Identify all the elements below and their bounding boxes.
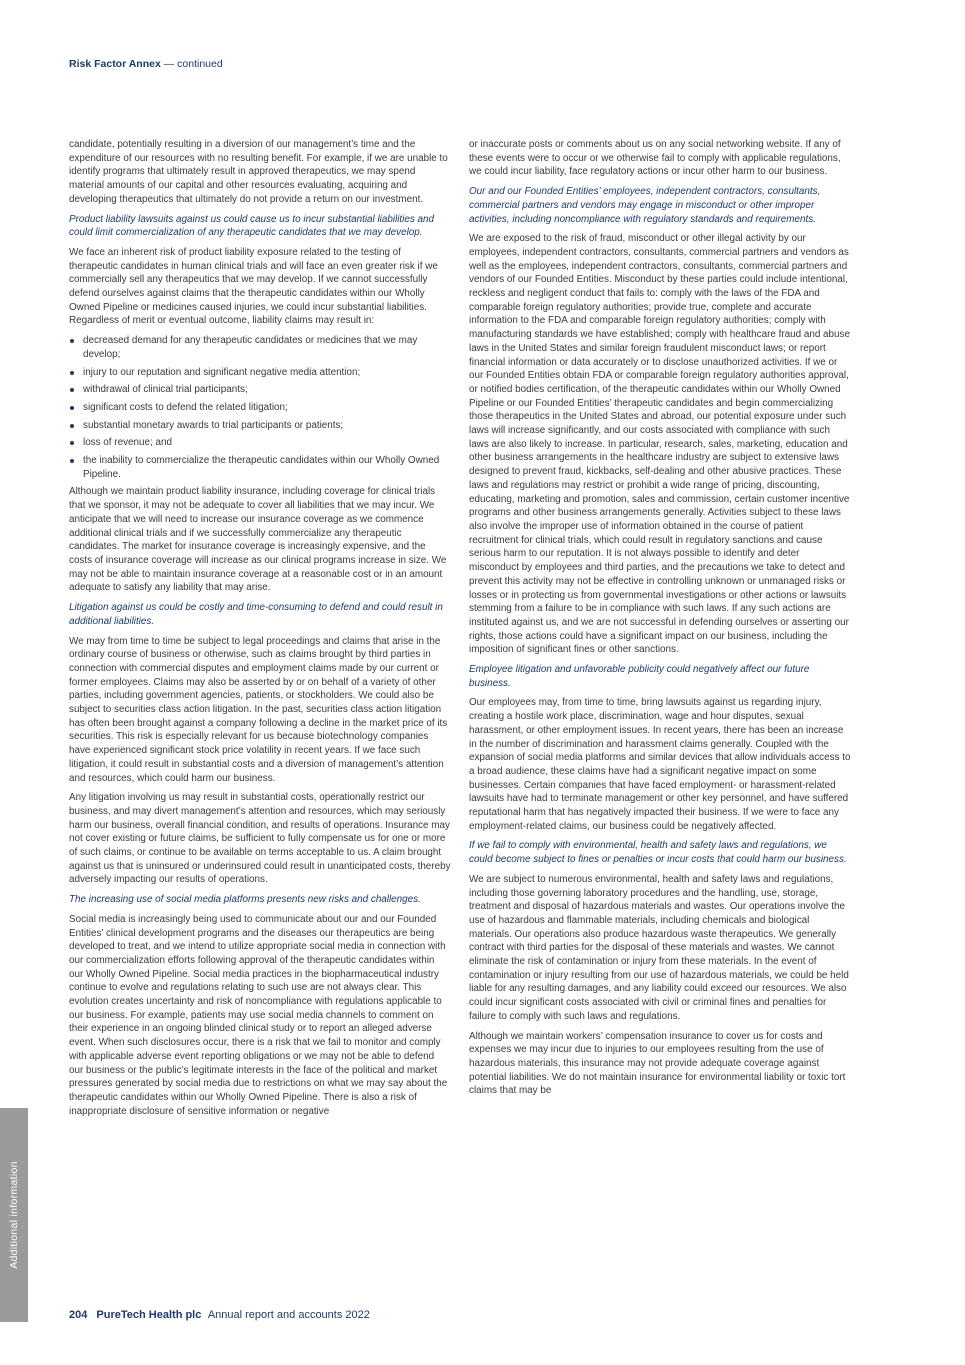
paragraph: Although we maintain product liability insurance, including coverage for clinical trials that we sponsor, it may not be adequate to cover all liabilities that we may incur. We anticipate that we will need to increase our insurance coverage as we commence additional clinical trials and if we successfully commercialize any therapeutic candidates. The market for insurance coverage is increasingly expensive, and the costs of insurance coverage will increase as our clinical programs increase in size. We may not be able to maintain insurance coverage at a reasonable cost or in an amount adequate to satisfy any liability that may arise. xyxy=(69,486,447,594)
continued-label: — continued xyxy=(163,58,223,70)
section-title: Risk Factor Annex xyxy=(69,58,161,70)
paragraph: We are exposed to the risk of fraud, misconduct or other illegal activity by our employees, independent contractors, consultants, commercial partners and vendors as well as the employees, independent contractors, consultants, commercial partners and vendors of our Founded Entities. Misconduct by these parties could include intentional, reckless and negligent conduct that fails to: comply with the laws of the FDA and comparable foreign regulatory authorities; provide true, complete and accurate information to the FDA and comparable foreign regulatory authorities; comply with manufacturing standards we have established; comply with healthcare fraud and abuse laws in the United States and similar foreign fraudulent misconduct laws; or report financial information or data accurately or to disclose unauthorized activities. If we or our Founded Entities obtain FDA or comparable foreign regulatory authorities approval, or notified bodies certification, of the therapeutic candidates within our Wholly Owned Pipeline or our Founded Entities’ therapeutic candidates and begin commercializing those therapeutics in the United States and abroad, our potential exposure under such laws will increase significantly, and our costs associated with compliance with such laws are also likely to increase. In particular, research, sales, marketing, education and other business arrangements in the healthcare industry are subject to extensive laws designed to prevent fraud, kickbacks, self-dealing and other abusive practices. These laws and regulations may restrict or prohibit a wide range of pricing, discounting, educating, marketing and promotion, sales and commission, certain customer incentive programs and other business arrangements generally. Activities subject to these laws also involve the improper use of information obtained in the course of patient recruitment for clinical trials, which could result in regulatory sanctions and cause serious harm to our reputation. It is not always possible to identify and deter misconduct by employees and third parties, and the precautions we take to detect and prevent this activity may not be effective in controlling unknown or unmanaged risks or losses or in protecting us from governmental investigations or other actions or lawsuits stemming from a failure to be in compliance with such laws. If any such actions are instituted against us, and we are not successful in defending ourselves or asserting our rights, those actions could have a significant impact on our business, including the imposition of significant fines or other sanctions. xyxy=(469,233,850,656)
paragraph: candidate, potentially resulting in a diversion of our management’s time and the expenditure of our resources with no resulting benefit. For example, if we are unable to identify programs that ultimately result in approved therapeutics, we may spend material amounts of our capital and other resources evaluating, acquiring and developing therapeutics that ultimately do not provide a return on our investment. xyxy=(69,139,448,205)
risk-heading: If we fail to comply with environmental, health and safety laws and regulations, we could become subject to fines or penalties or incur costs that could harm our business. xyxy=(469,840,847,866)
side-tab-label: Additional information xyxy=(8,1161,20,1269)
risk-heading: The increasing use of social media platforms presents new risks and challenges. xyxy=(69,894,421,906)
list-item: withdrawal of clinical trial participants; xyxy=(69,383,451,397)
paragraph: Although we maintain workers’ compensation insurance to cover us for costs and expenses we may incur due to injuries to our employees resulting from the use of hazardous materials, this insurance may not provide adequate coverage against potential liabilities. We do not maintain insurance for environmental liability or toxic tort claims that may be xyxy=(469,1030,846,1097)
list-item: significant costs to defend the related litigation; xyxy=(69,401,451,415)
page-footer xyxy=(69,1309,370,1321)
paragraph: Social media is increasingly being used to communicate about our and our Founded Entities’ clinical development programs and the diseases our therapeutics are being developed to treat, and we intend to utilize appropriate social media in connection with our commercialization efforts following approval of the therapeutic candidates within our Wholly Owned Pipeline. Social media practices in the biopharmaceutical industry continue to evolve and regulations relating to such use are not always clear. This evolution creates uncertainty and risk of noncompliance with regulations applicable to our business. For example, patients may use social media channels to comment on their experience in an ongoing blinded clinical study or to report an alleged adverse event. When such disclosures occur, there is a risk that we fail to monitor and comply with applicable adverse event reporting obligations or we may not be able to defend our business or the public’s legitimate interests in the face of the political and market pressures generated by social media due to restrictions on what we may say about the therapeutic candidates within our Wholly Owned Pipeline. There is also a risk of inappropriate disclosure of sensitive information or negative xyxy=(69,913,448,1117)
paragraph: We may from time to time be subject to legal proceedings and claims that arise in the ordinary course of business or otherwise, such as claims brought by third parties in connection with commercial disputes and employment claims made by our current or former employees. Claims may also be asserted by or on behalf of a variety of other parties, including government agencies, patients, or stockholders. We could also be subject to securities class action litigation. In the past, securities class action litigation has often been brought against a company following a decline in the market price of its securities. This risk is especially relevant for us because biotechnology companies have experienced significant stock price volatility in recent years. If we face such litigation, it could result in substantial costs and a diversion of management’s attention and resources, which could harm our business. xyxy=(69,635,448,784)
list-item: substantial monetary awards to trial participants or patients; xyxy=(69,419,451,433)
section-side-tab[interactable] xyxy=(0,1108,28,1322)
paragraph: or inaccurate posts or comments about us on any social networking website. If any of these events were to occur or we otherwise fail to comply with applicable regulations, we could incur liability, face regulatory actions or incur other harm to our business. xyxy=(469,139,841,178)
list-item: injury to our reputation and significant negative media attention; xyxy=(69,366,451,380)
paragraph: We face an inherent risk of product liability exposure related to the testing of therapeutic candidates in human clinical trials and will face an even greater risk if we commercially sell any therapeutics that we may develop. If we cannot successfully defend ourselves against claims that the therapeutic candidates within our Wholly Owned Pipeline or medicines caused injuries, we could incur substantial liabilities. Regardless of merit or eventual outcome, liability claims may result in: xyxy=(69,246,438,327)
list-item: loss of revenue; and xyxy=(69,436,451,450)
list-item: decreased demand for any therapeutic candidates or medicines that we may develop; xyxy=(69,334,451,361)
running-header xyxy=(69,58,223,70)
company-name: PureTech Health plc xyxy=(96,1309,202,1321)
list-item: the inability to commercialize the therapeutic candidates within our Wholly Owned Pipeline. xyxy=(69,454,451,481)
right-column xyxy=(469,138,851,1104)
paragraph: We are subject to numerous environmental, health and safety laws and regulations, including those governing laboratory procedures and the handling, use, storage, treatment and disposal of hazardous materials and wastes. Our operations involve the use of hazardous and flammable materials, including chemicals and biological materials. Our operations also produce hazardous waste therapeutics. We generally contract with third parties for the disposal of these materials and wastes. We cannot eliminate the risk of contamination or injury from these materials. In the event of contamination or injury resulting from our use of hazardous materials, we could be held liable for any resulting damages, and any liability could exceed our resources. We also could incur significant costs associated with civil or criminal fines and penalties for failure to comply with such laws and regulations. xyxy=(469,873,849,1022)
report-title: Annual report and accounts 2022 xyxy=(207,1309,370,1321)
left-column xyxy=(69,138,451,1124)
paragraph: Our employees may, from time to time, bring lawsuits against us regarding injury, creating a hostile work place, discrimination, wage and hour disputes, sexual harassment, or other employment issues. In recent years, there has been an increase in the number of discrimination and harassment claims generally. Coupled with the expansion of social media platforms and similar devices that allow individuals access to a broad audience, these claims have had a significant negative impact on some businesses. Certain companies that have faced employment- or harassment-related lawsuits have had to terminate management or other key personnel, and have suffered reputational harm that has negatively impacted their business. If we were to face any employment-related claims, our business could be negatively affected. xyxy=(469,697,851,832)
page-number: 204 xyxy=(69,1309,88,1321)
risk-heading: Our and our Founded Entities’ employees, independent contractors, consultants, commercial partners and vendors may engage in misconduct or other improper activities, including noncompliance with regulatory standards and requirements. xyxy=(469,186,821,225)
paragraph: Any litigation involving us may result in substantial costs, operationally restrict our business, and may divert management’s attention and resources, which may seriously harm our business, overall financial condition, and results of operations. Insurance may not cover existing or future claims, be sufficient to fully compensate us for one or more of such claims, or continue to be available on terms acceptable to us. A claim brought against us that is uninsured or underinsured could result in unanticipated costs, thereby adversely impacting our results of operations. xyxy=(69,792,451,886)
risk-heading: Product liability lawsuits against us could cause us to incur substantial liabilities and could limit commercialization of any therapeutic candidates that we may develop. xyxy=(69,213,435,239)
risk-heading: Litigation against us could be costly and time-consuming to defend and could result in additional liabilities. xyxy=(69,602,443,627)
risk-heading: Employee litigation and unfavorable publicity could negatively affect our future business. xyxy=(469,664,810,689)
bullet-list xyxy=(69,334,451,481)
